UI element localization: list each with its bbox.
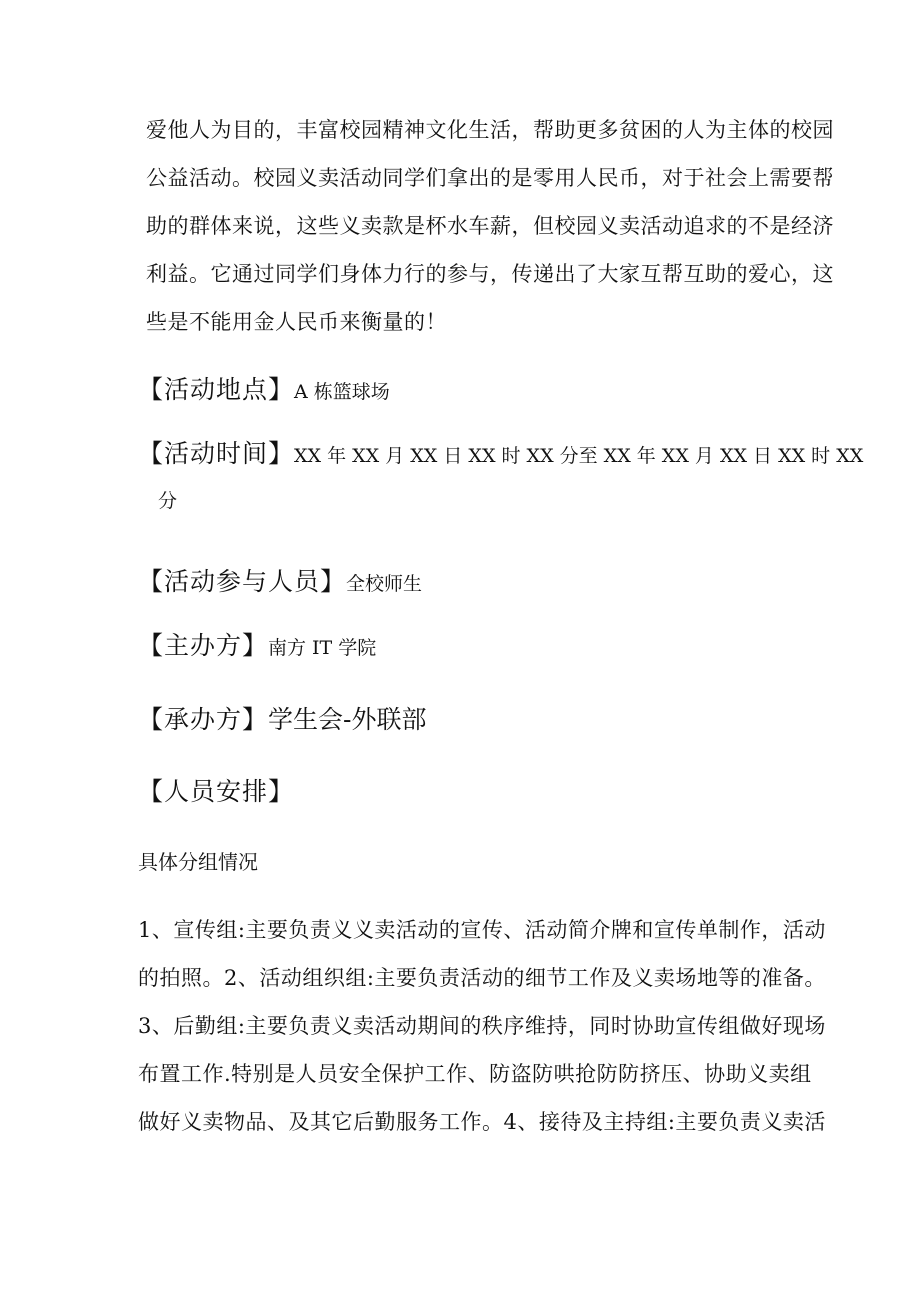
organizer-value: 南方 IT 学院	[268, 637, 377, 659]
intro-paragraph	[146, 106, 834, 346]
undertaker-value: 学生会-外联部	[268, 705, 427, 734]
intro-line: 些是不能用金人民币来衡量的！	[146, 310, 447, 334]
groups-paragraph	[138, 906, 826, 1146]
organizer	[138, 626, 376, 662]
groups-line: 1、宣传组:主要负责义义卖活动的宣传、活动简介牌和宣传单制作，活动	[138, 918, 826, 942]
staffing-label: 【人员安排】	[138, 777, 295, 806]
groups-line: 3、后勤组:主要负责义卖活动期间的秩序维持，同时协助宣传组做好现场	[138, 1014, 826, 1038]
intro-line: 利益。它通过同学们身体力行的参与，传递出了大家互帮互助的爱心，这	[146, 262, 834, 286]
intro-line: 公益活动。校园义卖活动同学们拿出的是零用人民币，对于社会上需要帮	[146, 166, 834, 190]
group-subheading: 具体分组情况	[138, 850, 258, 874]
activity-location-value: A 栋篮球场	[294, 381, 390, 403]
undertaker-label: 【承办方】	[138, 705, 269, 734]
activity-time	[138, 434, 864, 512]
undertaker	[138, 700, 426, 736]
activity-location	[138, 370, 390, 406]
staffing-heading	[138, 772, 294, 808]
activity-time-value: XX 年 XX 月 XX 日 XX 时 XX 分至 XX 年 XX 月 XX 日 XX 时 XX	[294, 445, 864, 467]
activity-time-continuation: 分	[158, 490, 178, 512]
organizer-label: 【主办方】	[138, 631, 269, 660]
intro-line: 爱他人为目的，丰富校园精神文化生活，帮助更多贫困的人为主体的校园	[146, 118, 834, 142]
intro-line: 助的群体来说，这些义卖款是杯水车薪，但校园义卖活动追求的不是经济	[146, 214, 834, 238]
activity-time-label: 【活动时间】	[138, 439, 295, 468]
activity-location-label: 【活动地点】	[138, 375, 295, 404]
activity-participants-value: 全校师生	[346, 573, 423, 595]
activity-participants-label: 【活动参与人员】	[138, 567, 347, 596]
groups-line: 做好义卖物品、及其它后勤服务工作。4、接待及主持组:主要负责义卖活	[138, 1110, 826, 1134]
activity-participants	[138, 562, 422, 598]
groups-line: 的拍照。2、活动组织组:主要负责活动的细节工作及义卖场地等的准备。	[138, 966, 826, 990]
groups-line: 布置工作.特别是人员安全保护工作、防盗防哄抢防防挤压、协助义卖组	[138, 1062, 812, 1086]
